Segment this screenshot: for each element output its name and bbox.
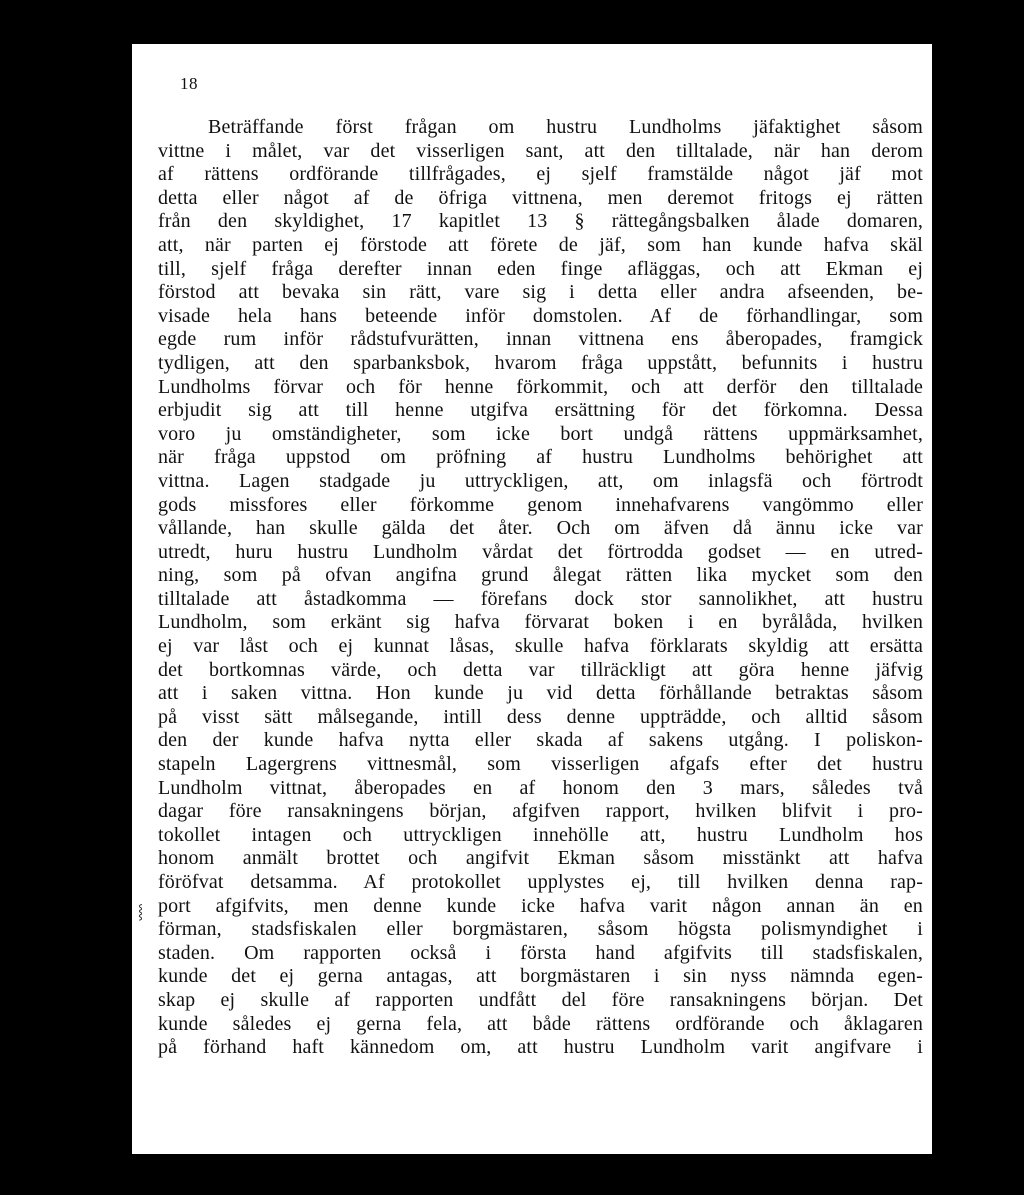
document-page: [132, 44, 932, 1154]
text-line: vittna. Lagen stadgade ju uttryckligen, att, om inlagsfä och förtrodt: [158, 469, 924, 492]
text-line: den der kunde hafva nytta eller skada af sakens utgång. I poliskon-: [158, 729, 923, 752]
text-line: att i saken vittna. Hon kunde ju vid detta förhållande betraktas såsom: [158, 682, 923, 705]
text-line: visade hela hans beteende inför domstolen. Af de förhandlingar, som: [158, 304, 924, 327]
text-line: Lundholm vittnat, åberopades en af honom den 3 mars, således två: [158, 776, 923, 799]
text-line: tilltalade att åstadkomma — förefans dock stor sannolikhet, att hustru: [158, 587, 923, 610]
text-line: detta eller något af de öfriga vittnena, men deremot fritogs ej rätten: [158, 186, 923, 209]
text-line: på förhand haft kännedom om, att hustru Lundholm varit angifvare i: [158, 1036, 923, 1059]
text-line: utredt, huru hustru Lundholm vårdat det förtrodda godset — en utred-: [158, 540, 924, 563]
text-line: erbjudit sig att till henne utgifva ersättning för det förkomna. Dessa: [158, 399, 924, 422]
text-line: ning, som på ofvan angifna grund ålegat rätten lika mycket som den: [158, 564, 923, 587]
text-line: vittne i målet, var det visserligen sant, att den tilltalade, när han derom: [158, 139, 924, 162]
text-line: till, sjelf fråga derefter innan eden finge afläggas, och att Ekman ej: [158, 257, 924, 280]
text-line: stapeln Lagergrens vittnesmål, som visserligen afgafs efter det hustru: [158, 753, 923, 776]
text-line: skap ej skulle af rapporten undfått del före ransakningens början. Det: [158, 988, 924, 1011]
text-line: det bortkomnas värde, och detta var tillräckligt att göra henne jäfvig: [158, 658, 924, 681]
text-line: gods missfores eller förkomme genom innehafvarens vangömmo eller: [158, 493, 924, 516]
text-line: från den skyldighet, 17 kapitlet 13 § rättegångsbalken ålade domaren,: [158, 210, 924, 233]
body-text: [138, 116, 924, 1060]
text-line: tydligen, att den sparbanksbok, hvarom fråga uppstått, befunnits i hustru: [158, 351, 923, 374]
text-line: Lundholms förvar och för henne förkommit, och att derför den tilltalade: [158, 375, 923, 398]
text-line: tokollet intagen och uttryckligen innehölle att, hustru Lundholm hos: [158, 823, 924, 846]
text-line: förstod att bevaka sin rätt, vare sig i detta eller andra afseenden, be-: [158, 281, 924, 304]
page-number: 18: [180, 74, 198, 93]
text-line: af rättens ordförande tillfrågades, ej sjelf framstälde något jäf mot: [158, 163, 923, 186]
text-line: föröfvat detsamma. Af protokollet upplystes ej, till hvilken denna rap-: [158, 871, 924, 893]
text-line: Lundholm, som erkänt sig hafva förvarat boken i en byrålåda, hvilken: [158, 611, 924, 634]
text-line: att, när parten ej förstode att förete de jäf, som han kunde hafva skäl: [158, 233, 923, 256]
text-line: port afgifvits, men denne kunde icke hafva varit någon annan än en: [158, 894, 923, 917]
text-line: kunde således ej gerna fela, att både rättens ordförande och åklagaren: [158, 1012, 924, 1035]
text-line: ej var låst och ej kunnat låsas, skulle hafva förklarats skyldig att ersätta: [158, 635, 923, 658]
text-line: förman, stadsfiskalen eller borgmästaren, såsom högsta polismyndighet i: [158, 918, 924, 941]
text-line: kunde det ej gerna antagas, att borgmästaren i sin nyss nämnda egen-: [158, 965, 923, 988]
text-line: på visst sätt målsegande, intill dess denne uppträdde, och alltid såsom: [158, 705, 924, 728]
text-line: egde rum inför rådstufvurätten, innan vittnena ens åberopades, framgick: [158, 328, 924, 351]
text-line: honom anmält brottet och angifvit Ekman såsom misstänkt att hafva: [158, 847, 923, 870]
margin-mark: ⸾: [138, 905, 144, 920]
text-line: dagar före ransakningens början, afgifven rapport, hvilken blifvit i pro-: [158, 800, 923, 823]
text-line: när fråga uppstod om pröfning af hustru Lundholms behörighet att: [158, 446, 923, 469]
text-line: vållande, han skulle gälda det åter. Och om äfven då ännu icke var: [158, 517, 923, 540]
text-line: voro ju omständigheter, som icke bort undgå rättens uppmärksamhet,: [158, 422, 924, 445]
text-line: staden. Om rapporten också i första hand afgifvits till stadsfiskalen,: [158, 941, 924, 964]
text-line: Beträffande först frågan om hustru Lundholms jäfaktighet såsom: [208, 116, 924, 138]
